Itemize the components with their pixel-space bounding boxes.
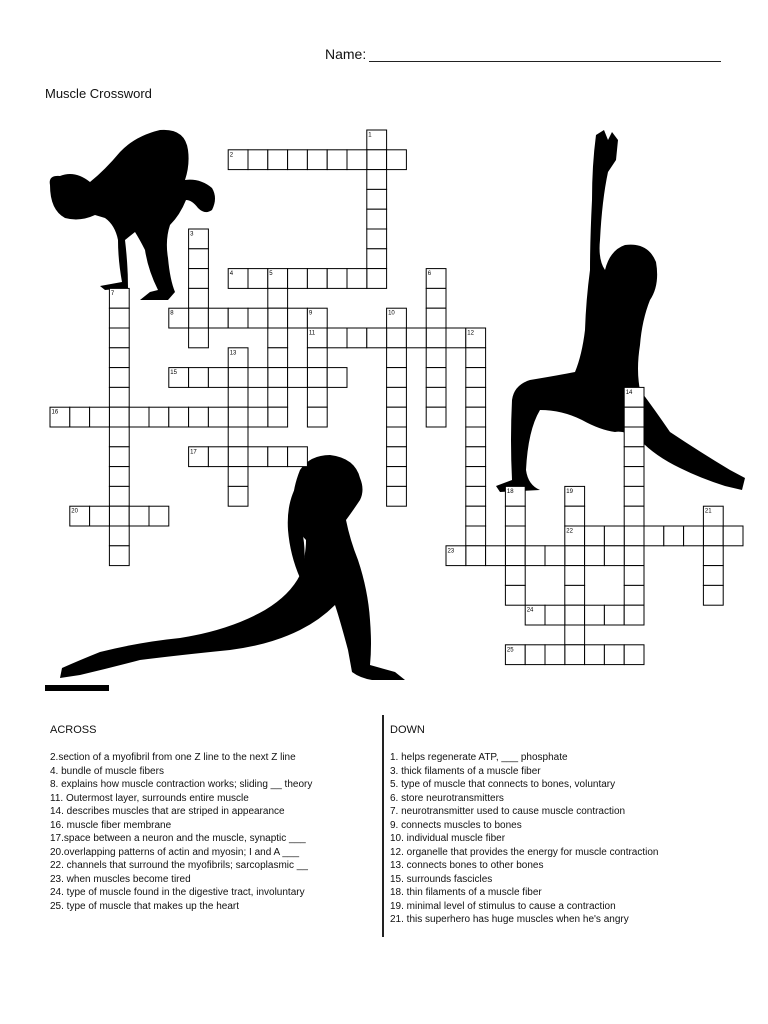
clue-number: 16 [51,409,59,416]
crossword-cell[interactable] [387,486,407,506]
crossword-cell[interactable] [387,467,407,487]
crossword-cell[interactable] [208,447,228,467]
crossword-cell[interactable] [327,368,347,388]
crossword-cell[interactable] [189,308,209,328]
crossword-cell[interactable] [288,368,308,388]
crossword-cell[interactable] [565,546,585,566]
crossword-cell[interactable] [149,506,169,526]
crossword-cell[interactable] [288,150,308,170]
crossword-cell[interactable] [703,526,723,546]
crossword-cell[interactable] [248,447,268,467]
down-clue: 9. connects muscles to bones [390,819,522,831]
across-clue: 22. channels that surround the myofibrils; sarcoplasmic __ [50,860,308,871]
crossword-cell[interactable] [228,486,248,506]
crossword-cell[interactable] [228,368,248,388]
down-clue: 18. thin filaments of a muscle fiber [390,887,542,898]
clue-number: 21 [704,508,712,515]
crossword-cell[interactable] [208,368,228,388]
down-clue: 6. store neurotransmitters [390,792,504,804]
down-clue: 3. thick filaments of a muscle fiber [390,765,541,777]
crossword-cell[interactable] [109,308,129,328]
crossword-cell[interactable] [109,407,129,427]
crossword-cell[interactable] [426,348,446,368]
across-clues [50,724,370,913]
crossword-cell[interactable] [327,150,347,170]
crossword-cell[interactable] [545,605,565,625]
clue-number: 13 [229,350,237,357]
crossword-cell[interactable] [426,368,446,388]
crossword-cell[interactable] [288,447,308,467]
crossword-cell[interactable] [268,348,288,368]
across-clue: 23. when muscles become tired [50,873,191,885]
crossword-cell[interactable] [248,150,268,170]
crossword-cell[interactable] [228,407,248,427]
source-watermark [45,685,109,691]
crossword-cell[interactable] [505,566,525,586]
crossword-cell[interactable] [585,546,605,566]
column-divider [382,715,384,937]
down-clue: 1. helps regenerate ATP, ___ phosphate [390,752,568,763]
crossword-cell[interactable] [426,328,446,348]
crossword-cell[interactable] [585,526,605,546]
down-clues [390,724,740,927]
crossword-cell[interactable] [466,486,486,506]
clue-number: 19 [566,488,573,495]
crossword-cell[interactable] [545,645,565,665]
crossword-cell[interactable] [703,585,723,605]
clue-number: 4 [229,271,234,278]
crossword-cell[interactable] [307,387,327,407]
crossword-cell[interactable] [268,288,288,308]
crossword-cell[interactable] [684,526,704,546]
clue-number: 3 [190,231,194,238]
crossword-cell[interactable] [109,447,129,467]
crossword-cell[interactable] [109,546,129,566]
crossword-cell[interactable] [466,546,486,566]
clue-number: 22 [566,528,573,535]
crossword-cell[interactable] [109,427,129,447]
crossword-cell[interactable] [347,328,367,348]
crossword-cell[interactable] [307,368,327,388]
crossword-cell[interactable] [248,407,268,427]
down-heading: DOWN [390,724,425,736]
crossword-cell[interactable] [90,506,110,526]
crossword-cell[interactable] [228,447,248,467]
crossword-cell[interactable] [624,605,644,625]
clue-number: 12 [467,330,474,337]
crossword-cell[interactable] [268,387,288,407]
clue-number: 6 [427,271,432,278]
crossword-cell[interactable] [268,150,288,170]
crossword-cell[interactable] [585,645,605,665]
crossword-cell[interactable] [70,407,90,427]
crossword-cell[interactable] [307,269,327,289]
crossword-cell[interactable] [387,427,407,447]
crossword-cell[interactable] [525,546,545,566]
clue-number: 15 [170,370,177,377]
crossword-cell[interactable] [109,486,129,506]
crossword-cell[interactable] [367,209,387,229]
crossword-cell[interactable] [149,407,169,427]
crossword-cell[interactable] [387,368,407,388]
crossword-cell[interactable] [367,269,387,289]
crossword-cell[interactable] [426,387,446,407]
down-clue: 15. surrounds fascicles [390,873,493,885]
crossword-cell[interactable] [387,407,407,427]
crossword-cell[interactable] [327,269,347,289]
crossword-cell[interactable] [109,328,129,348]
clue-number: 24 [526,607,534,614]
crossword-cell[interactable] [387,387,407,407]
crossword-cell[interactable] [189,288,209,308]
crossword-cell[interactable] [565,506,585,526]
crossword-cell[interactable] [347,150,367,170]
crossword-cell[interactable] [703,566,723,586]
crossword-cell[interactable] [624,407,644,427]
crossword-cell[interactable] [208,308,228,328]
crossword-cell[interactable] [466,447,486,467]
across-clue: 11. Outermost layer, surrounds entire muscle [50,792,249,804]
crossword-cell[interactable] [109,526,129,546]
crossword-cell[interactable] [624,546,644,566]
crossword-cell[interactable] [624,645,644,665]
crossword-cell[interactable] [446,328,466,348]
crossword-cell[interactable] [90,407,110,427]
crossword-cell[interactable] [723,526,743,546]
crossword-cell[interactable] [505,546,525,566]
across-clue: 20.overlapping patterns of actin and myosin; I and A ___ [50,846,300,858]
crossword-cell[interactable] [109,348,129,368]
crossword-cell[interactable] [268,308,288,328]
page-title: Muscle Crossword [45,86,152,101]
across-clue: 2.section of a myofibril from one Z line to the next Z line [50,752,296,763]
crossword-cell[interactable] [367,328,387,348]
clue-number: 8 [170,310,174,317]
across-clue: 16. muscle fiber membrane [50,819,172,831]
crossword-cell[interactable] [129,506,149,526]
crossword-cell[interactable] [624,566,644,586]
crossword-cell[interactable] [288,269,308,289]
crossword-cell[interactable] [466,427,486,447]
clue-number: 23 [447,548,455,555]
clue-number: 18 [506,488,514,495]
crossword-cell[interactable] [307,348,327,368]
crossword-cell[interactable] [189,407,209,427]
clue-number: 5 [269,271,273,278]
crossword-cell[interactable] [268,368,288,388]
down-clue: 12. organelle that provides the energy for muscle contraction [390,846,659,858]
crossword-cell[interactable] [268,328,288,348]
crossword-cell[interactable] [624,486,644,506]
crossword-cell[interactable] [189,249,209,269]
clue-number: 1 [368,132,372,139]
crossword-cell[interactable] [268,407,288,427]
crossword-cell[interactable] [604,546,624,566]
crossword-cell[interactable] [189,328,209,348]
crossword-cell[interactable] [387,348,407,368]
crossword-cell[interactable] [367,170,387,190]
crossword-cell[interactable] [347,269,367,289]
crossword-cell[interactable] [624,526,644,546]
crossword-cell[interactable] [466,506,486,526]
down-clue: 7. neurotransmitter used to cause muscle contraction [390,806,626,817]
crossword-cell[interactable] [585,605,605,625]
crossword-cell[interactable] [387,447,407,467]
crossword-cell[interactable] [545,546,565,566]
crossword-cell[interactable] [624,467,644,487]
crossword-cell[interactable] [109,467,129,487]
crossword-cell[interactable] [604,645,624,665]
crossword-cell[interactable] [288,308,308,328]
crossword-cell[interactable] [228,308,248,328]
crossword-cell[interactable] [406,328,426,348]
crossword-cell[interactable] [466,467,486,487]
crossword-cell[interactable] [565,625,585,645]
crossword-cell[interactable] [189,368,209,388]
across-clue: 14. describes muscles that are striped in appearance [50,806,285,817]
down-clue: 13. connects bones to other bones [390,860,544,871]
crossword-cell[interactable] [505,585,525,605]
down-clue: 19. minimal level of stimulus to cause a contraction [390,900,616,912]
crossword-cell[interactable] [624,447,644,467]
crossword-cell[interactable] [228,467,248,487]
crossword-cell[interactable] [466,348,486,368]
crossword-cell[interactable] [466,526,486,546]
clue-number: 14 [625,389,633,396]
crossword-cell[interactable] [525,645,545,665]
crossword-cell[interactable] [268,447,288,467]
crossword-cell[interactable] [466,387,486,407]
crossword-cell[interactable] [248,368,268,388]
crossword-cell[interactable] [228,387,248,407]
crossword-cell[interactable] [505,526,525,546]
clue-number: 10 [388,310,395,317]
crossword-cell[interactable] [208,407,228,427]
crossword-cell[interactable] [426,288,446,308]
crossword-cell[interactable] [624,585,644,605]
clue-number: 7 [110,290,115,297]
clue-number: 25 [506,647,514,654]
crossword-cell[interactable] [624,506,644,526]
across-clue: 24. type of muscle found in the digestive tract, involuntary [50,887,305,898]
crossword-cell[interactable] [307,407,327,427]
crossword-cell[interactable] [248,269,268,289]
crossword-cell[interactable] [644,526,664,546]
crossword-cell[interactable] [387,150,407,170]
crossword-cell[interactable] [367,189,387,209]
crossword-cell[interactable] [387,328,407,348]
crossword-cell[interactable] [248,308,268,328]
crossword-cell[interactable] [307,150,327,170]
clue-number: 20 [71,508,78,515]
crossword-cell[interactable] [505,506,525,526]
crossword-cell[interactable] [664,526,684,546]
across-clue: 8. explains how muscle contraction works; sliding __ theory [50,779,313,790]
down-clue: 5. type of muscle that connects to bones, voluntary [390,779,616,790]
warrior-pose-silhouette [496,130,745,492]
crossword-cell[interactable] [367,249,387,269]
crossword-cell[interactable] [228,427,248,447]
crossword-cell[interactable] [426,308,446,328]
crossword-cell[interactable] [565,645,585,665]
name-label: Name: [325,46,367,62]
crossword-cell[interactable] [565,605,585,625]
crossword-cell[interactable] [486,546,506,566]
crossword-cell[interactable] [109,506,129,526]
crossword-cell[interactable] [129,407,149,427]
crossword-cell[interactable] [624,427,644,447]
crossword-cell[interactable] [367,150,387,170]
clue-number: 17 [190,449,197,456]
crossword-cell[interactable] [604,526,624,546]
down-clue: 10. individual muscle fiber [390,833,506,844]
clue-number: 11 [308,330,316,337]
crossword-cell[interactable] [169,407,189,427]
crossword-cell[interactable] [565,566,585,586]
crossword-cell[interactable] [109,368,129,388]
crossword-cell[interactable] [604,605,624,625]
clue-number: 2 [229,152,234,159]
crossword-cell[interactable] [327,328,347,348]
crossword-cell[interactable] [426,407,446,427]
crossword-cell[interactable] [703,546,723,566]
crossword-cell[interactable] [466,368,486,388]
down-clue: 21. this superhero has huge muscles when he's angry [390,914,629,925]
crossword-cell[interactable] [565,585,585,605]
crossword-cell[interactable] [109,387,129,407]
across-clue: 4. bundle of muscle fibers [50,765,164,777]
clue-number: 9 [308,310,313,317]
across-clue: 25. type of muscle that makes up the heart [50,900,239,912]
across-heading: ACROSS [50,724,97,736]
crossword-cell[interactable] [367,229,387,249]
crossword-cell[interactable] [466,407,486,427]
across-clue: 17.space between a neuron and the muscle, synaptic ___ [50,833,306,844]
crossword-cell[interactable] [189,269,209,289]
